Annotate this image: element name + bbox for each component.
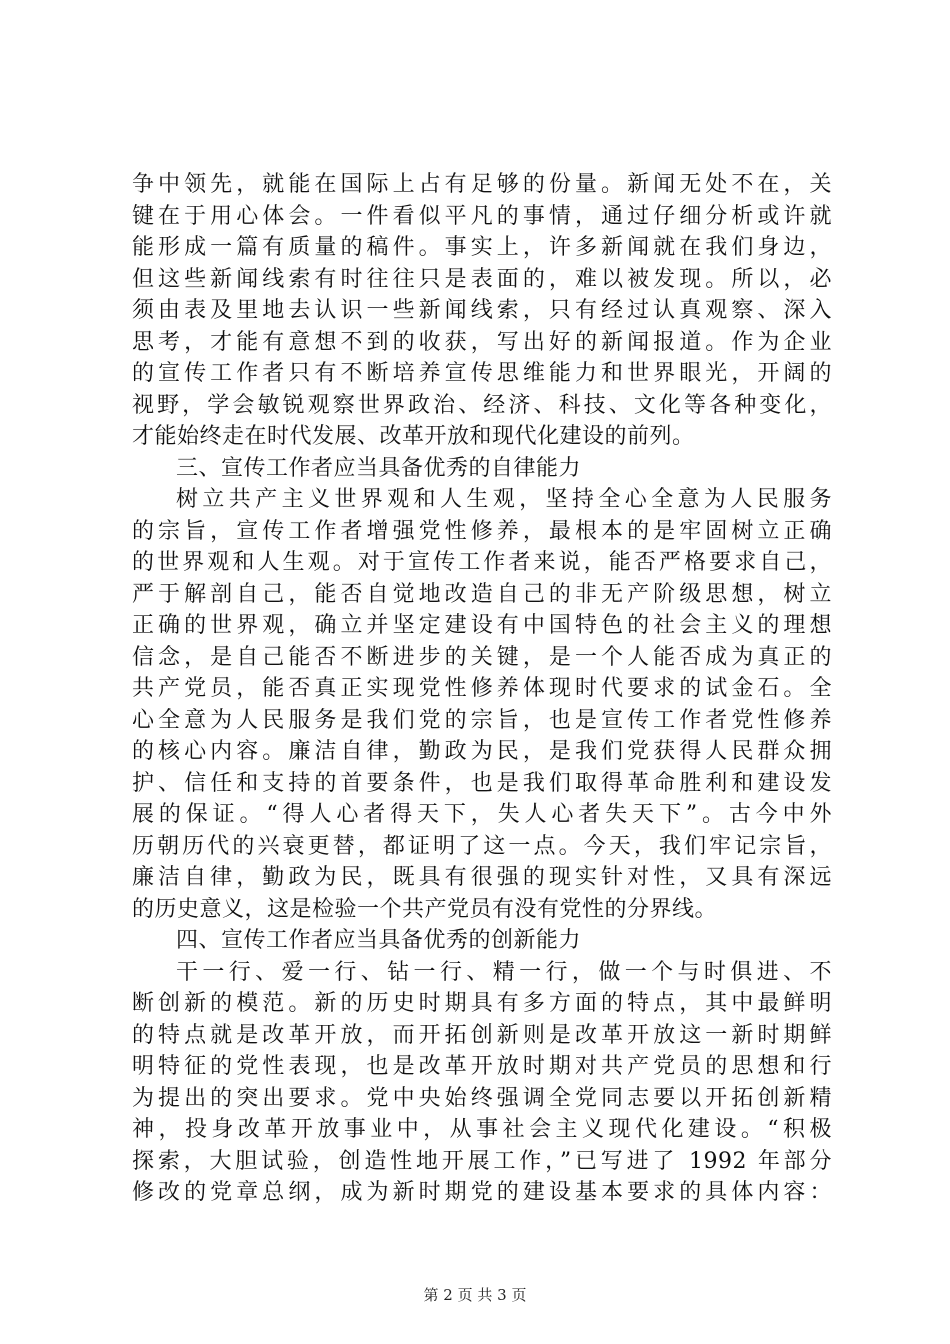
text-line: 的世界观和人生观。对于宣传工作者来说，能否严格要求自己， xyxy=(132,550,832,575)
text-line: 键在于用心体会。一件看似平凡的事情，通过仔细分析或许就 xyxy=(132,203,832,229)
text-line: 历朝历代的兴衰更替，都证明了这一点。今天，我们牢记宗旨， xyxy=(132,833,832,859)
text-line: 树立共产主义世界观和人生观，坚持全心全意为人民服务 xyxy=(176,487,832,512)
text-line: 的特点就是改革开放，而开拓创新则是改革开放这一新时期鲜 xyxy=(132,1022,832,1048)
text-line: 护、信任和支持的首要条件，也是我们取得革命胜利和建设发 xyxy=(132,770,832,796)
text-line: 信念，是自己能否不断进步的关键，是一个人能否成为真正的 xyxy=(132,644,832,670)
text-line: 的宣传工作者只有不断培养宣传思维能力和世界眼光，开阔的 xyxy=(132,361,832,386)
text-line: 明特征的党性表现，也是改革开放时期对共产党员的思想和行 xyxy=(132,1054,832,1079)
text-line: 心全意为人民服务是我们党的宗旨，也是宣传工作者党性修养 xyxy=(132,707,832,733)
text-line: 探索，大胆试验，创造性地开展工作，”已写进了 1992 年部分 xyxy=(132,1148,832,1174)
text-line: 修改的党章总纲，成为新时期党的建设基本要求的具体内容： xyxy=(132,1180,832,1205)
text-line: 才能始终走在时代发展、改革开放和现代化建设的前列。 xyxy=(132,424,695,449)
text-line: 争中领先，就能在国际上占有足够的份量。新闻无处不在，关 xyxy=(132,172,832,197)
section-heading-4: 四、宣传工作者应当具备优秀的创新能力 xyxy=(176,928,582,953)
text-line: 的历史意义，这是检验一个共产党员有没有党性的分界线。 xyxy=(132,896,718,922)
text-line: 神，投身改革开放事业中，从事社会主义现代化建设。“积极 xyxy=(132,1117,832,1142)
text-line: 为提出的突出要求。党中央始终强调全党同志要以开拓创新精 xyxy=(132,1085,832,1111)
text-line: 展的保证。“得人心者得天下，失人心者失天下”。古今中外 xyxy=(132,802,832,827)
text-line: 的核心内容。廉洁自律，勤政为民，是我们党获得人民群众拥 xyxy=(132,739,832,764)
text-line: 但这些新闻线索有时往往只是表面的，难以被发现。所以，必 xyxy=(132,266,832,292)
text-line: 严于解剖自己，能否自觉地改造自己的非无产阶级思想，树立 xyxy=(132,581,832,607)
text-line: 思考，才能有意想不到的收获，写出好的新闻报道。作为企业 xyxy=(132,329,832,355)
text-line: 共产党员，能否真正实现党性修养体现时代要求的试金石。全 xyxy=(132,676,832,701)
text-line: 干一行、爱一行、钻一行、精一行，做一个与时俱进、不 xyxy=(176,959,832,985)
page-footer: 第 2 页 共 3 页 xyxy=(423,1286,527,1304)
text-line: 正确的世界观，确立并坚定建设有中国特色的社会主义的理想 xyxy=(132,613,832,638)
text-line: 的宗旨，宣传工作者增强党性修养，最根本的是牢固树立正确 xyxy=(132,518,832,544)
text-line: 能形成一篇有质量的稿件。事实上，许多新闻就在我们身边， xyxy=(132,235,832,260)
text-line: 须由表及里地去认识一些新闻线索，只有经过认真观察、深入 xyxy=(132,298,832,323)
text-line: 廉洁自律，勤政为民，既具有很强的现实针对性，又具有深远 xyxy=(132,865,832,890)
text-line: 断创新的模范。新的历史时期具有多方面的特点，其中最鲜明 xyxy=(132,991,832,1016)
body-text xyxy=(132,169,832,1209)
section-heading-3: 三、宣传工作者应当具备优秀的自律能力 xyxy=(176,455,582,481)
text-line: 视野，学会敏锐观察世界政治、经济、科技、文化等各种变化， xyxy=(132,392,832,418)
